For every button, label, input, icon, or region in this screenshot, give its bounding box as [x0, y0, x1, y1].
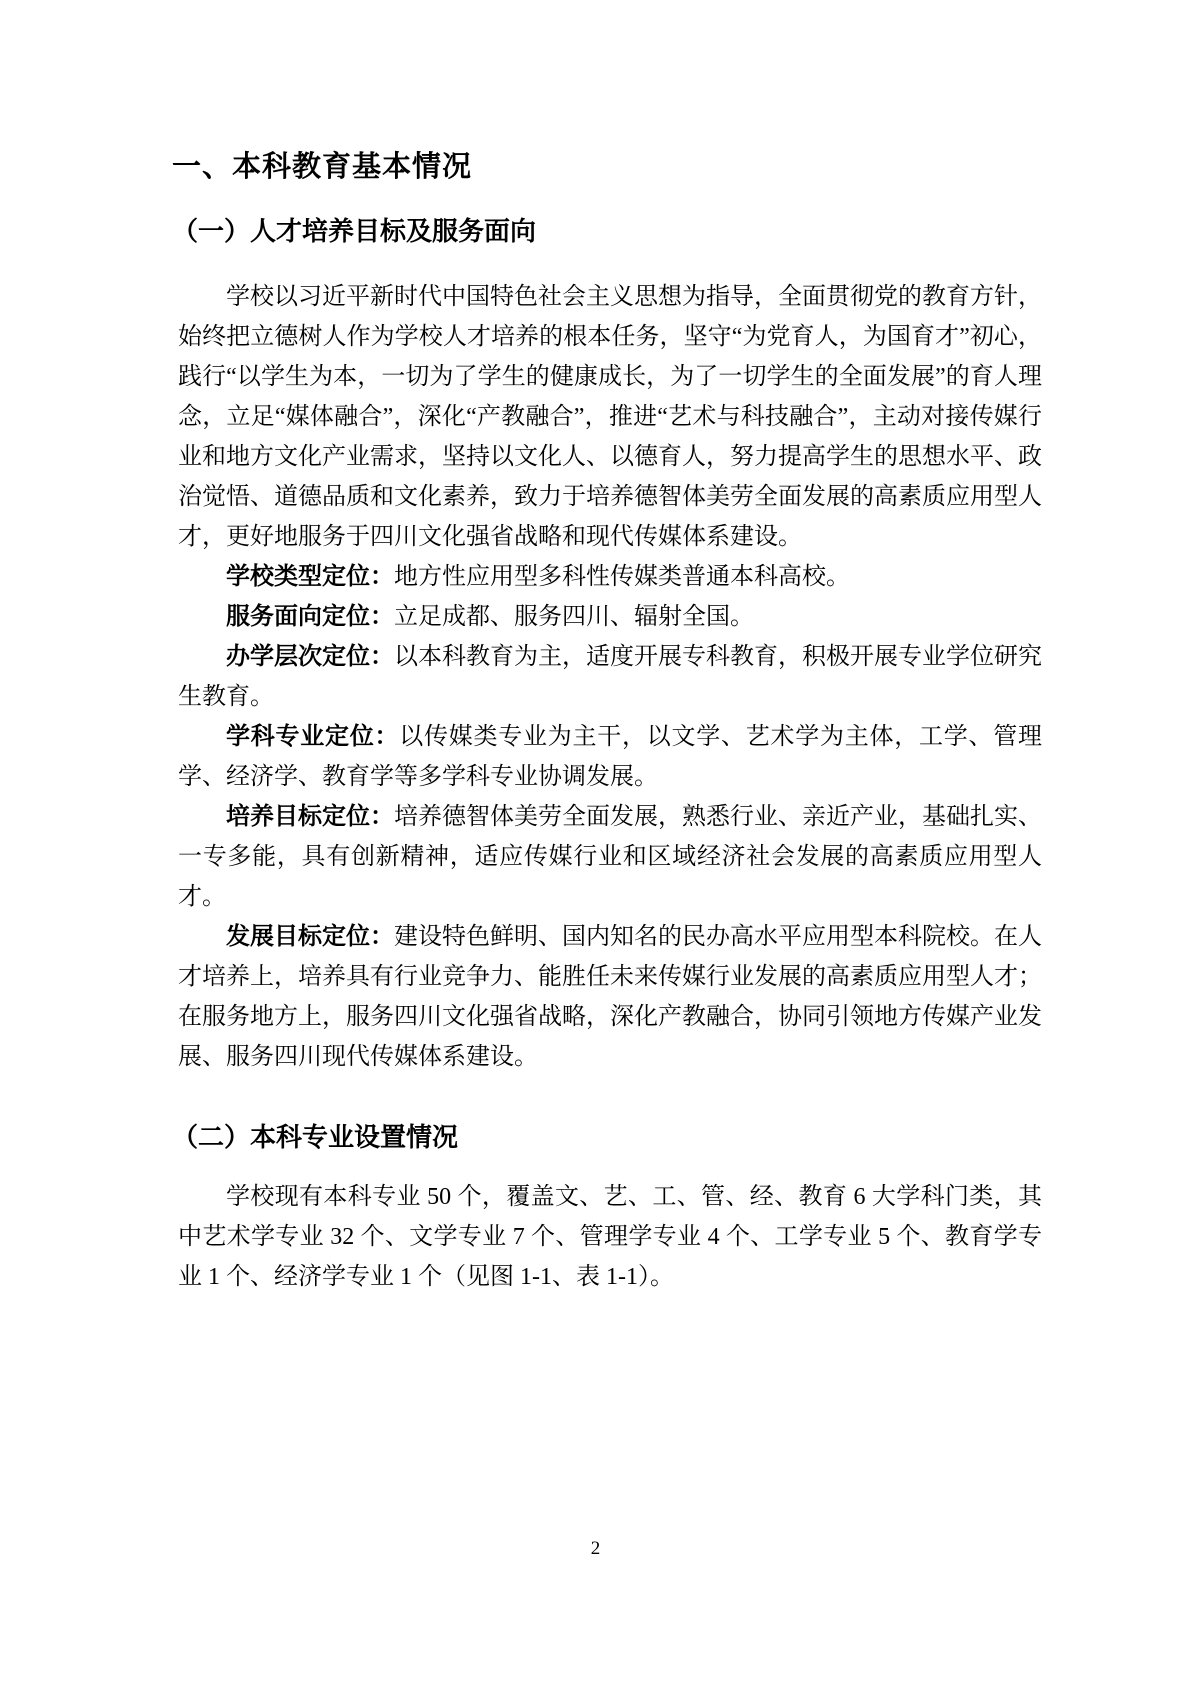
position-paragraph-service-orientation [178, 597, 1042, 637]
majors-block [178, 1177, 1042, 1297]
position-paragraph-development-goal [178, 917, 1042, 1077]
majors-paragraph: 学校现有本科专业 50 个，覆盖文、艺、工、管、经、教育 6 大学科门类，其中艺术学专业 32 个、文学专业 7 个、管理学专业 4 个、工学专业 5 个、教育学专业 1 个、经济学专业 1 个（见图 1-1、表 1-1）。 [178, 1184, 1042, 1290]
position-text: 地方性应用型多科性传媒类普通本科高校。 [394, 564, 850, 590]
position-label: 学校类型定位： [226, 563, 394, 590]
position-text: 建设特色鲜明、国内知名的民办高水平应用型本科院校。在人才培养上，培养具有行业竞争力、能胜任未来传媒行业发展的高素质应用型人才；在服务地方上，服务四川文化强省战略，深化产教融合，协同引领地方传媒产业发展、服务四川现代传媒体系建设。 [178, 924, 1042, 1070]
position-paragraph-training-goal [178, 797, 1042, 917]
position-label: 办学层次定位： [226, 643, 394, 670]
intro-and-positions-block [178, 277, 1042, 1077]
position-label: 培养目标定位： [226, 803, 394, 830]
position-label: 发展目标定位： [226, 923, 394, 950]
subsection-heading-talent-goals: （一）人才培养目标及服务面向 [172, 216, 537, 246]
position-paragraph-school-type [178, 557, 1042, 597]
subsection-heading-major-setup: （二）本科专业设置情况 [172, 1122, 459, 1152]
position-label: 服务面向定位： [226, 603, 394, 630]
position-text: 立足成都、服务四川、辐射全国。 [394, 604, 754, 630]
position-label: 学科专业定位： [226, 723, 400, 750]
position-text: 以本科教育为主，适度开展专科教育，积极开展专业学位研究生教育。 [178, 644, 1042, 710]
position-paragraph-education-level [178, 637, 1042, 717]
section-heading: 一、本科教育基本情况 [172, 151, 473, 183]
position-paragraph-discipline [178, 717, 1042, 797]
position-text: 以传媒类专业为主干，以文学、艺术学为主体，工学、管理学、经济学、教育学等多学科专业协调发展。 [178, 724, 1042, 790]
intro-paragraph: 学校以习近平新时代中国特色社会主义思想为指导，全面贯彻党的教育方针，始终把立德树人作为学校人才培养的根本任务，坚守“为党育人，为国育才”初心，践行“以学生为本，一切为了学生的健康成长，为了一切学生的全面发展”的育人理念，立足“媒体融合”，深化“产教融合”，推进“艺术与科技融合”，主动对接传媒行业和地方文化产业需求，坚持以文化人、以德育人，努力提高学生的思想水平、政治觉悟、道德品质和文化素养，致力于培养德智体美劳全面发展的高素质应用型人才，更好地服务于四川文化强省战略和现代传媒体系建设。 [178, 284, 1042, 550]
page-number: 2 [590, 1538, 601, 1559]
position-text: 培养德智体美劳全面发展，熟悉行业、亲近产业，基础扎实、一专多能，具有创新精神，适应传媒行业和区域经济社会发展的高素质应用型人才。 [178, 804, 1042, 910]
